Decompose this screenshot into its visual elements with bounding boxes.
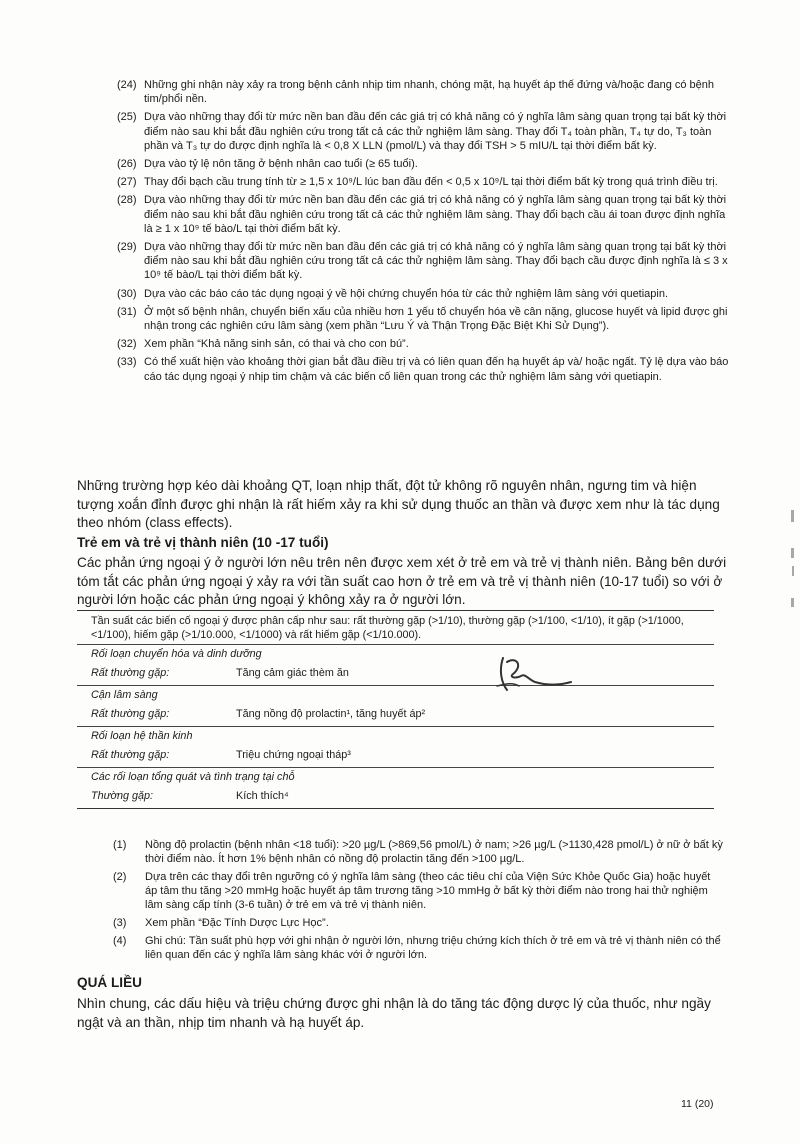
table-row <box>77 787 714 809</box>
scan-mark <box>791 598 794 607</box>
overdose-paragraph: Nhìn chung, các dấu hiệu và triệu chứng được ghi nhận là do tăng tác động dược lý của thuốc, như ngầy ngật và an thần, nhịp tim nhanh và hạ huyết áp. <box>77 996 711 1030</box>
note-28: (28) Dựa vào những thay đổi từ mức nền ban đầu đến các giá trị có khả năng có ý nghĩa lâm sàng quan trọng tại bất kỳ thời điểm nào sau khi bắt đầu nghiên cứu trong tất cả các thử nghiệm lâm sàng. Thay đổi bạch cầu ái toan được định nghĩa là ≥ 1 x 10⁹ tế bào/L tại thời điểm bất kỳ. <box>117 194 727 235</box>
frequency-label: Rất thường gặp: <box>91 708 170 720</box>
event-label: Triệu chứng ngoại tháp³ <box>236 749 351 761</box>
footnote-1: (1) Nồng độ prolactin (bệnh nhân <18 tuổi): >20 µg/L (>869,56 pmol/L) ở nam; >26 µg/L (>1130,428 pmol/L) ở nữ ở bất kỳ thời điểm nào. Ít hơn 1% bệnh nhân có nồng độ prolactin tăng đến >100 µg/L. <box>113 839 723 865</box>
adverse-events-table <box>77 610 714 809</box>
children-paragraph: Các phản ứng ngoại ý ở người lớn nêu trên nên được xem xét ở trẻ em và trẻ vị thành niên. Bảng bên dưới tóm tắt các phản ứng ngoại ý xảy ra với tần suất cao hơn ở trẻ em và trẻ vị thành niên (10-17 tuổi) so với ở người lớn hoặc các phản ứng ngoại ý không xảy ra ở người lớn. <box>77 555 727 607</box>
note-27: (27) Thay đổi bạch cầu trung tính từ ≥ 1,5 x 10⁹/L lúc ban đầu đến < 0,5 x 10⁹/L tại thời điểm bất kỳ trong quá trình điều trị. <box>117 176 718 189</box>
scan-mark <box>791 510 794 522</box>
section-title: Các rối loạn tổng quát và tình trạng tại chỗ <box>77 767 714 787</box>
scan-mark <box>791 548 794 558</box>
footnote-4: (4) Ghi chú: Tần suất phù hợp với ghi nhận ở người lớn, nhưng triệu chứng kích thích ở trẻ em và trẻ vị thành niên có thể liên quan đến các ý nghĩa lâm sàng khác với ở người lớn. <box>113 935 721 961</box>
note-31: (31) Ở một số bệnh nhân, chuyển biến xấu của nhiều hơn 1 yếu tố chuyển hóa về cân nặng, glucose huyết và lipid được ghi nhận trong các nghiên cứu lâm sàng (xem phần “Lưu Ý và Thận Trọng Đặc Biệt Khi Sử Dụng”). <box>117 305 728 333</box>
note-32: (32) Xem phần “Khả năng sinh sản, có thai và cho con bú”. <box>117 338 409 351</box>
numbered-notes <box>117 78 732 388</box>
frequency-label: Rất thường gặp: <box>91 667 170 679</box>
event-label: Kích thích⁴ <box>236 790 289 802</box>
table-row <box>77 705 714 726</box>
frequency-label: Rất thường gặp: <box>91 749 170 761</box>
overdose-heading: QUÁ LIỀU <box>77 975 142 990</box>
footnote-2: (2) Dựa trên các thay đổi trên ngưỡng có ý nghĩa lâm sàng (theo các tiêu chí của Viện Sức Khỏe Quốc Gia) hoặc huyết áp tâm thu tăng >20 mmHg hoặc huyết áp tâm trương tăng >10 mmHg ở bất kỳ thời điểm nào trong hai thử nghiệm lâm sàng cấp tính (3-6 tuần) ở trẻ em và trẻ vị thành niên. <box>113 871 711 911</box>
note-26: (26) Dựa vào tỷ lệ nôn tăng ở bệnh nhân cao tuổi (≥ 65 tuổi). <box>117 158 418 171</box>
page-number: 11 (20) <box>681 1098 714 1110</box>
table-row <box>77 664 714 685</box>
note-25: (25) Dựa vào những thay đổi từ mức nền ban đầu đến các giá trị có khả năng có ý nghĩa lâm sàng quan trọng tại bất kỳ thời điểm nào sau khi bắt đầu nghiên cứu trong tất cả các thử nghiệm lâm sàng. Thay đổi T₄ toàn phần, T₄ tự do, T₃ toàn phần và T₃ tự do được định nghĩa là < 0,8 X LLN (pmol/L) và thay đổi TSH > 5 mIU/L tại thời điểm bất kỳ. <box>117 111 727 152</box>
qt-paragraph: Những trường hợp kéo dài khoảng QT, loạn nhịp thất, đột tử không rõ nguyên nhân, ngưng tim và hiện tượng xoắn đỉnh được ghi nhận là rất hiếm xảy ra khi sử dụng thuốc an thần và được xem như là tác dụng theo nhóm (class effects). <box>77 478 720 530</box>
event-label: Tăng cảm giác thèm ăn <box>236 667 349 679</box>
note-24: (24) Những ghi nhận này xảy ra trong bệnh cảnh nhịp tim nhanh, chóng mặt, hạ huyết áp thế đứng và/hoặc đang có bệnh tim/phổi nền. <box>117 79 715 106</box>
frequency-label: Thường gặp: <box>91 790 153 802</box>
scan-mark <box>792 566 794 576</box>
note-30: (30) Dựa vào các báo cáo tác dụng ngoại ý về hội chứng chuyển hóa từ các thử nghiệm lâm sàng với quetiapin. <box>117 287 669 300</box>
table-row <box>77 746 714 767</box>
table-footnotes <box>113 838 723 966</box>
note-33: (33) Có thể xuất hiện vào khoảng thời gian bắt đầu điều trị và có liên quan đến hạ huyết áp và/ hoặc ngất. Tỷ lệ dựa vào báo cáo tác dụng ngoại ý nhịp tim chậm và các biến cố liên quan trong các thử nghiệm lâm sàng với quetiapin. <box>117 356 729 383</box>
handwritten-signature-icon <box>495 652 575 697</box>
event-label: Tăng nồng độ prolactin¹, tăng huyết áp² <box>236 708 426 720</box>
section-title: Rối loạn chuyển hóa và dinh dưỡng <box>77 644 714 664</box>
section-title: Cận lâm sàng <box>77 685 714 705</box>
section-title: Rối loạn hệ thần kinh <box>77 726 714 746</box>
children-heading: Trẻ em và trẻ vị thành niên (10 -17 tuổi) <box>77 535 329 550</box>
footnote-3: (3) Xem phần “Đặc Tính Dược Lực Học”. <box>113 917 329 929</box>
note-29: (29) Dựa vào những thay đổi từ mức nền ban đầu đến các giá trị có khả năng có ý nghĩa lâm sàng quan trọng tại bất kỳ thời điểm nào sau khi bắt đầu nghiên cứu trong tất cả các thử nghiệm lâm sàng. Thay đổi bạch cầu được định nghĩa là ≤ 3 x 10⁹ tế bào/L tại thời điểm bất kỳ. <box>117 241 728 282</box>
table-intro: Tần suất các biến cố ngoại ý được phân cấp như sau: rất thường gặp (>1/10), thường gặp (>1/100, <1/10), ít gặp (>1/1000, <1/100), hiếm gặp (>1/10.000, <1/1000) và rất hiếm gặp (<1/10.000). <box>91 615 684 641</box>
